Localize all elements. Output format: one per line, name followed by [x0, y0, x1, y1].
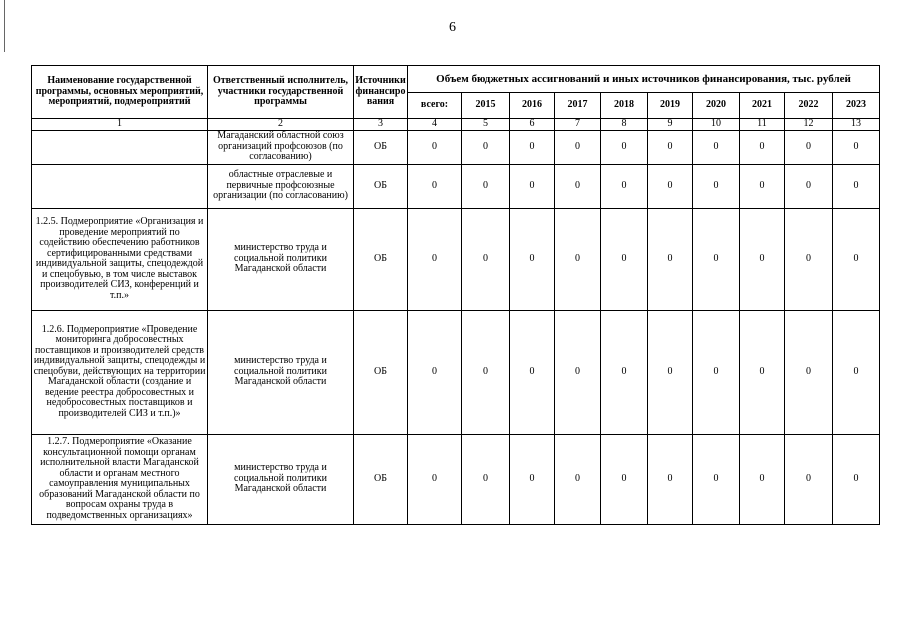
- header-year: 2023: [833, 93, 880, 119]
- budget-table: [31, 65, 880, 525]
- column-number: 6: [510, 119, 555, 131]
- row-value: 0: [833, 208, 880, 310]
- row-value: 0: [601, 208, 648, 310]
- row-value: 0: [462, 434, 510, 524]
- row-value: 0: [462, 208, 510, 310]
- row-value: 0: [693, 434, 740, 524]
- row-value: 0: [693, 310, 740, 434]
- row-source: ОБ: [354, 434, 408, 524]
- row-source: ОБ: [354, 208, 408, 310]
- table-row: [32, 434, 880, 524]
- row-value: 0: [785, 130, 833, 164]
- row-value: 0: [555, 164, 601, 208]
- header-year: всего:: [408, 93, 462, 119]
- row-executor: министерство труда и социальной политики Магаданской области: [208, 208, 354, 310]
- row-value: 0: [740, 164, 785, 208]
- header-year: 2020: [693, 93, 740, 119]
- header-year: 2022: [785, 93, 833, 119]
- row-value: 0: [785, 310, 833, 434]
- column-number: 5: [462, 119, 510, 131]
- row-value: 0: [785, 208, 833, 310]
- header-name: Наименование государственной программы, основных мероприятий, мероприятий, подмероприятий: [32, 66, 208, 119]
- row-value: 0: [601, 130, 648, 164]
- column-number: 2: [208, 119, 354, 131]
- row-value: 0: [555, 310, 601, 434]
- row-value: 0: [648, 130, 693, 164]
- row-value: 0: [648, 434, 693, 524]
- column-number: 12: [785, 119, 833, 131]
- row-value: 0: [693, 164, 740, 208]
- row-value: 0: [785, 434, 833, 524]
- header-year: 2018: [601, 93, 648, 119]
- row-value: 0: [740, 208, 785, 310]
- row-value: 0: [462, 310, 510, 434]
- row-value: 0: [408, 164, 462, 208]
- table-row: [32, 208, 880, 310]
- row-value: 0: [740, 130, 785, 164]
- column-number: 4: [408, 119, 462, 131]
- row-name: [32, 164, 208, 208]
- row-value: 0: [408, 310, 462, 434]
- row-value: 0: [510, 434, 555, 524]
- row-value: 0: [693, 130, 740, 164]
- row-value: 0: [555, 434, 601, 524]
- table-row: [32, 130, 880, 164]
- row-value: 0: [510, 208, 555, 310]
- row-value: 0: [510, 310, 555, 434]
- column-number: 7: [555, 119, 601, 131]
- row-source: ОБ: [354, 310, 408, 434]
- row-name: 1.2.6. Подмероприятие «Проведение мониторинга добросовестных поставщиков и производителей средств индивидуальной защиты, спецодежды и спецобуви, действующих на территории Магаданской области (создание и ведение реестра добросовестных и недобросовестных поставщиков и производителей СИЗ и т.п.)»: [32, 310, 208, 434]
- row-executor: министерство труда и социальной политики Магаданской области: [208, 434, 354, 524]
- header-budget-group: Объем бюджетных ассигнований и иных источников финансирования, тыс. рублей: [408, 66, 880, 93]
- row-value: 0: [740, 434, 785, 524]
- header-source: Источники финансиро вания: [354, 66, 408, 119]
- header-year: 2019: [648, 93, 693, 119]
- row-value: 0: [510, 130, 555, 164]
- row-value: 0: [555, 208, 601, 310]
- header-executor: Ответственный исполнитель, участники государственной программы: [208, 66, 354, 119]
- row-name: 1.2.5. Подмероприятие «Организация и проведение мероприятий по содействию обеспечению работников сертифицированными средствами индивидуальной защиты, спецодеждой и спецобувью, в том числе выставок производителей СИЗ, конференций и т.п.»: [32, 208, 208, 310]
- header-year: 2017: [555, 93, 601, 119]
- column-number: 10: [693, 119, 740, 131]
- header-year: 2021: [740, 93, 785, 119]
- row-value: 0: [693, 208, 740, 310]
- row-value: 0: [601, 310, 648, 434]
- table-row: [32, 310, 880, 434]
- row-value: 0: [462, 164, 510, 208]
- row-value: 0: [601, 164, 648, 208]
- page-number: 6: [449, 20, 456, 35]
- row-value: 0: [408, 434, 462, 524]
- row-executor: министерство труда и социальной политики Магаданской области: [208, 310, 354, 434]
- row-executor: областные отраслевые и первичные профсоюзные организации (по согласованию): [208, 164, 354, 208]
- column-number: 3: [354, 119, 408, 131]
- row-name: 1.2.7. Подмероприятие «Оказание консультационной помощи органам исполнительной власти Магаданской области и органам местного самоуправления муниципальных образований Магаданской области по вопросам охраны труда в подведомственных организациях»: [32, 434, 208, 524]
- row-value: 0: [833, 130, 880, 164]
- row-value: 0: [462, 130, 510, 164]
- row-value: 0: [648, 164, 693, 208]
- row-name: [32, 130, 208, 164]
- row-source: ОБ: [354, 130, 408, 164]
- row-value: 0: [510, 164, 555, 208]
- row-value: 0: [408, 208, 462, 310]
- column-number: 13: [833, 119, 880, 131]
- header-year: 2015: [462, 93, 510, 119]
- row-value: 0: [833, 434, 880, 524]
- row-value: 0: [785, 164, 833, 208]
- row-source: ОБ: [354, 164, 408, 208]
- row-value: 0: [648, 208, 693, 310]
- row-value: 0: [833, 164, 880, 208]
- column-number: 1: [32, 119, 208, 131]
- row-value: 0: [648, 310, 693, 434]
- column-number: 8: [601, 119, 648, 131]
- column-number-row: [32, 119, 880, 131]
- row-executor: Магаданский областной союз организаций профсоюзов (по согласованию): [208, 130, 354, 164]
- row-value: 0: [555, 130, 601, 164]
- row-value: 0: [408, 130, 462, 164]
- row-value: 0: [740, 310, 785, 434]
- table-row: [32, 164, 880, 208]
- column-number: 9: [648, 119, 693, 131]
- row-value: 0: [833, 310, 880, 434]
- column-number: 11: [740, 119, 785, 131]
- header-year: 2016: [510, 93, 555, 119]
- row-value: 0: [601, 434, 648, 524]
